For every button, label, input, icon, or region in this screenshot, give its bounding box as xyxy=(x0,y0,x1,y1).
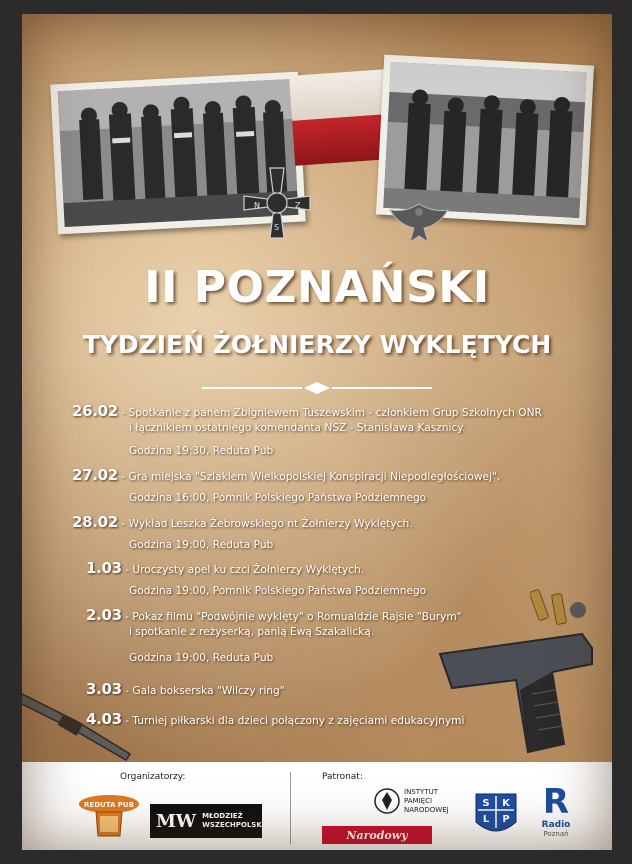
event-description-continued: i łącznikiem ostatniego komendanta NSZ - Stanisława Kasznicy. xyxy=(129,422,466,434)
narodowy-logo: Narodowy xyxy=(322,826,432,844)
cross-letter-s: S xyxy=(274,223,280,232)
ipn-text-3: NARODOWEJ xyxy=(404,806,449,814)
event-description: - Gra miejska "Szlakiem Wielkopolskiej Konspiracji Niepodległościowej". xyxy=(121,471,501,483)
sklp-logo xyxy=(474,792,518,842)
event-date: 27.02 xyxy=(72,466,118,484)
poster-subtitle: TYDZIEŃ ŻOŁNIERZY WYKLĘTYCH xyxy=(82,330,552,359)
event-description-continued: i spotkanie z reżyserką, panią Ewą Szakalicką. xyxy=(129,626,375,638)
sklp-letter: L xyxy=(482,814,490,825)
event-date: 2.03 xyxy=(86,606,122,624)
mw-logo-text-1: MŁODZIEŻ xyxy=(202,812,243,820)
reduta-pub-logo xyxy=(78,790,140,840)
event-time-place: Godzina 19:00, Pomnik Polskiego Państwa Podziemnego xyxy=(129,585,427,597)
ipn-text-1: INSTYTUT xyxy=(404,788,438,796)
event-time-place: Godzina 16:00, Pomnik Polskiego Państwa Podziemnego xyxy=(129,492,427,504)
event-description: - Spotkanie z panem Zbigniewem Tuszewskim - członkiem Grup Szkolnych ONR xyxy=(121,407,542,419)
radio-logo-title: Radio xyxy=(541,820,571,830)
event-description: - Gala bokserska "Wilczy ring" xyxy=(125,685,285,697)
ipn-logo xyxy=(374,786,484,822)
event-description: - Turniej piłkarski dla dzieci połączony z zajęciami edukacyjnymi xyxy=(125,715,465,727)
event-date: 28.02 xyxy=(72,513,118,531)
ornament-divider xyxy=(202,380,432,394)
sklp-letter: P xyxy=(502,814,510,825)
event-time-place: Godzina 19:00, Reduta Pub xyxy=(129,652,274,664)
bayonet-icon xyxy=(22,684,138,764)
event-time-place: Godzina 19:00, Reduta Pub xyxy=(129,539,274,551)
organizers-label: Organizatorzy: xyxy=(120,772,186,782)
radio-r-icon: R xyxy=(542,782,570,822)
reduta-logo-text: REDUTA PUB xyxy=(84,801,134,809)
event-time-place: Godzina 19:30, Reduta Pub xyxy=(129,445,274,457)
event-description: - Uroczysty apel ku czci Żołnierzy Wyklętych. xyxy=(125,564,365,576)
event-description: - Wykład Leszka Żebrowskiego nt Żołnierzy Wyklętych. xyxy=(121,518,413,530)
pistol-icon xyxy=(432,614,612,764)
event-date: 26.02 xyxy=(72,402,118,420)
event-date: 1.03 xyxy=(86,559,122,577)
eagle-badge-icon xyxy=(384,198,454,250)
cross-letter-z: Z xyxy=(295,201,301,210)
sklp-letter: K xyxy=(502,798,510,809)
radio-logo-city: Poznań xyxy=(543,830,569,838)
mlodziez-wszechpolska-logo xyxy=(150,804,268,838)
mw-logo-mark: MW xyxy=(156,810,197,832)
footer-separator xyxy=(290,772,291,844)
patronage-label: Patronat: xyxy=(322,772,363,782)
cross-letter-n: N xyxy=(254,201,260,210)
event-description: - Pokaz filmu "Podwójnie wyklęty" o Romualdzie Rajsie "Burym" xyxy=(125,611,462,623)
poster xyxy=(22,14,612,850)
nsz-cross-icon xyxy=(240,164,314,242)
poster-title: II POZNAŃSKI xyxy=(144,262,490,313)
event-date: 3.03 xyxy=(86,680,122,698)
sponsors-footer xyxy=(22,762,612,850)
radio-poznan-logo xyxy=(536,784,576,844)
ipn-text-2: PAMIĘCI xyxy=(404,797,433,805)
sklp-letter: S xyxy=(482,798,490,809)
mw-logo-text-2: WSZECHPOLSKA xyxy=(202,821,268,829)
event-date: 4.03 xyxy=(86,710,122,728)
